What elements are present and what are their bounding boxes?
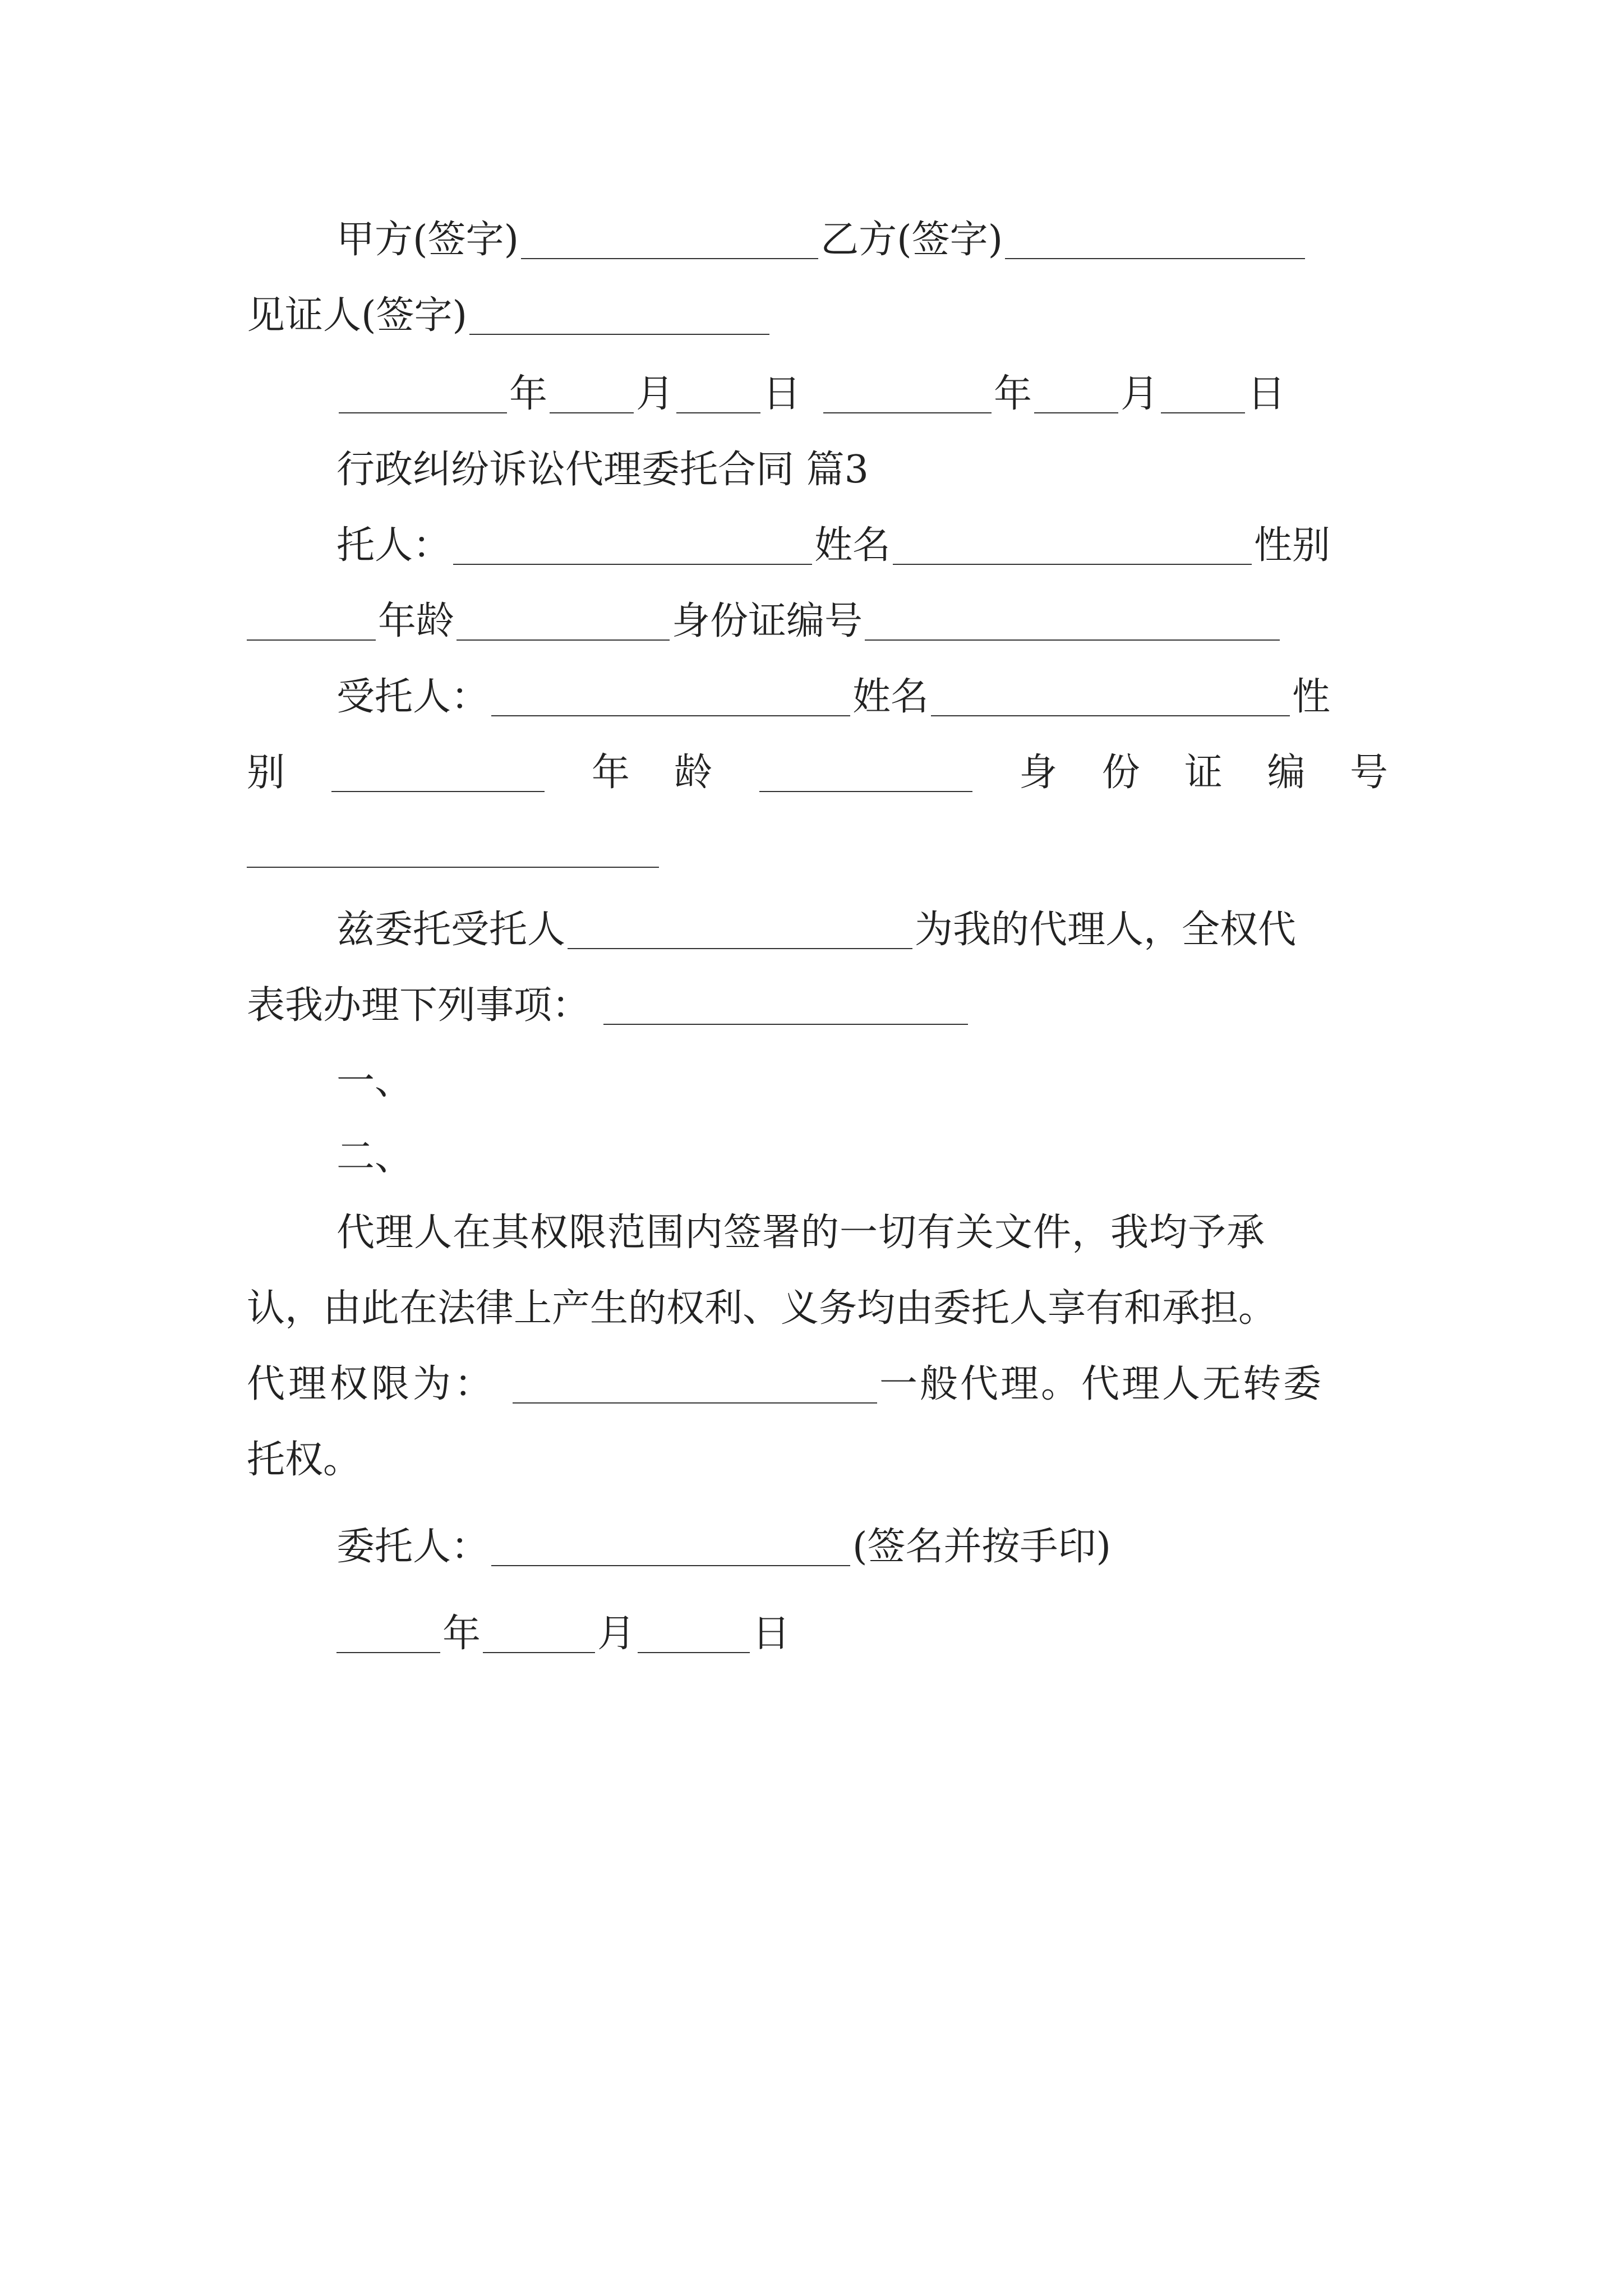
date-a-day-label: 日 <box>763 372 801 416</box>
client-sign-row <box>336 1520 1111 1574</box>
clause-line-3a: 代理权限为： <box>247 1362 496 1406</box>
date-a-day-blank[interactable] <box>676 372 760 413</box>
agent-gender-label-2: 别 <box>247 751 285 795</box>
entrust-agent-blank[interactable] <box>568 908 912 949</box>
principal-age-blank[interactable] <box>457 599 670 641</box>
entrust-text-1: 兹委托受托人 <box>336 908 566 952</box>
date-a-month-blank[interactable] <box>550 372 634 413</box>
item-2-text: 二、 <box>336 1135 413 1179</box>
final-year-label: 年 <box>442 1612 481 1656</box>
date-a-month-label: 月 <box>636 372 675 416</box>
party-b-signature-blank[interactable] <box>1005 218 1305 259</box>
date-b-day-blank[interactable] <box>1161 372 1245 413</box>
clause-row-1 <box>336 1206 1388 1260</box>
principal-gender-label: 性别 <box>1254 523 1331 568</box>
item-1 <box>336 1055 413 1108</box>
client-sign-label: 委托人： <box>336 1525 490 1569</box>
final-date-row <box>336 1607 790 1661</box>
entrust-text-3: 表我办理下列事项： <box>247 983 591 1028</box>
agent-name-label: 姓名 <box>852 675 929 719</box>
agent-label: 受托人： <box>336 675 490 719</box>
agent-id-char-2: 份 <box>1101 751 1140 795</box>
agent-gender-blank[interactable] <box>331 751 545 792</box>
entrust-matters-blank[interactable] <box>603 983 968 1025</box>
signature-date-row <box>336 367 1285 421</box>
agent-id-char-1: 身 <box>1019 751 1058 795</box>
witness-signature-blank[interactable] <box>469 293 769 335</box>
party-b-signature-label: 乙方(签字) <box>820 218 1003 262</box>
clause-row-4 <box>247 1433 361 1487</box>
date-b-day-label: 日 <box>1247 372 1286 416</box>
clause-line-4: 托权。 <box>247 1438 362 1482</box>
principal-row-1 <box>336 519 1330 573</box>
principal-blank[interactable] <box>453 523 812 565</box>
entrust-text-2: 为我的代理人，全权代 <box>915 908 1297 952</box>
entrust-row-1 <box>336 903 1296 957</box>
principal-age-label: 年龄 <box>378 599 455 643</box>
item-2 <box>336 1130 413 1184</box>
authority-scope-blank[interactable] <box>513 1362 877 1404</box>
clause-row-3 <box>247 1358 1324 1411</box>
section-title-text: 行政纠纷诉讼代理委托合同 篇3 <box>336 448 869 492</box>
section-title <box>336 443 869 497</box>
clause-line-2: 认，由此在法律上产生的权利、义务均由委托人享有和承担。 <box>247 1286 1277 1331</box>
client-sign-note: (签名并按手印) <box>852 1525 1112 1569</box>
final-day-blank[interactable] <box>638 1612 750 1653</box>
agent-row-1 <box>336 670 1330 724</box>
clause-line-1: 代理人在其权限范围内签署的一切有关文件，我均予承 <box>336 1211 1266 1255</box>
date-a-year-label: 年 <box>509 372 548 416</box>
principal-id-label: 身份证编号 <box>672 599 863 643</box>
agent-id-char-3: 证 <box>1184 751 1223 795</box>
signature-row-witness <box>247 289 772 343</box>
agent-age-label-1: 年 <box>591 751 630 795</box>
entrust-row-2 <box>247 979 970 1033</box>
agent-blank[interactable] <box>491 675 850 716</box>
final-month-blank[interactable] <box>483 1612 595 1653</box>
final-day-label: 日 <box>752 1612 791 1656</box>
date-a-year-blank[interactable] <box>339 372 507 413</box>
party-a-signature-label: 甲方(签字) <box>336 218 519 262</box>
agent-gender-label-1: 性 <box>1292 675 1331 719</box>
item-1-text: 一、 <box>336 1059 413 1103</box>
agent-id-char-4: 编 <box>1267 751 1306 795</box>
clause-row-2 <box>247 1282 1276 1336</box>
party-a-signature-blank[interactable] <box>521 218 818 259</box>
agent-name-blank[interactable] <box>931 675 1290 716</box>
signature-row-parties <box>336 213 1307 267</box>
agent-row-3 <box>247 822 661 876</box>
principal-row-2 <box>247 595 1282 648</box>
agent-age-label-2: 龄 <box>674 751 713 795</box>
final-month-label: 月 <box>597 1612 636 1656</box>
final-year-blank[interactable] <box>336 1612 440 1653</box>
principal-gender-blank[interactable] <box>247 599 376 641</box>
agent-age-blank[interactable] <box>759 751 972 792</box>
principal-label: 托人： <box>336 523 451 568</box>
agent-id-char-5: 号 <box>1349 751 1388 795</box>
principal-id-blank[interactable] <box>865 599 1280 641</box>
agent-row-2 <box>247 746 1388 800</box>
witness-signature-label: 见证人(签字) <box>247 293 468 338</box>
date-b-month-label: 月 <box>1121 372 1159 416</box>
date-b-year-blank[interactable] <box>823 372 992 413</box>
date-b-month-blank[interactable] <box>1034 372 1118 413</box>
principal-name-blank[interactable] <box>893 523 1252 565</box>
principal-name-label: 姓名 <box>814 523 891 568</box>
date-b-year-label: 年 <box>994 372 1032 416</box>
agent-id-blank[interactable] <box>247 826 659 868</box>
client-sign-blank[interactable] <box>491 1525 850 1566</box>
clause-line-3b: 一般代理。代理人无转委 <box>879 1362 1324 1406</box>
